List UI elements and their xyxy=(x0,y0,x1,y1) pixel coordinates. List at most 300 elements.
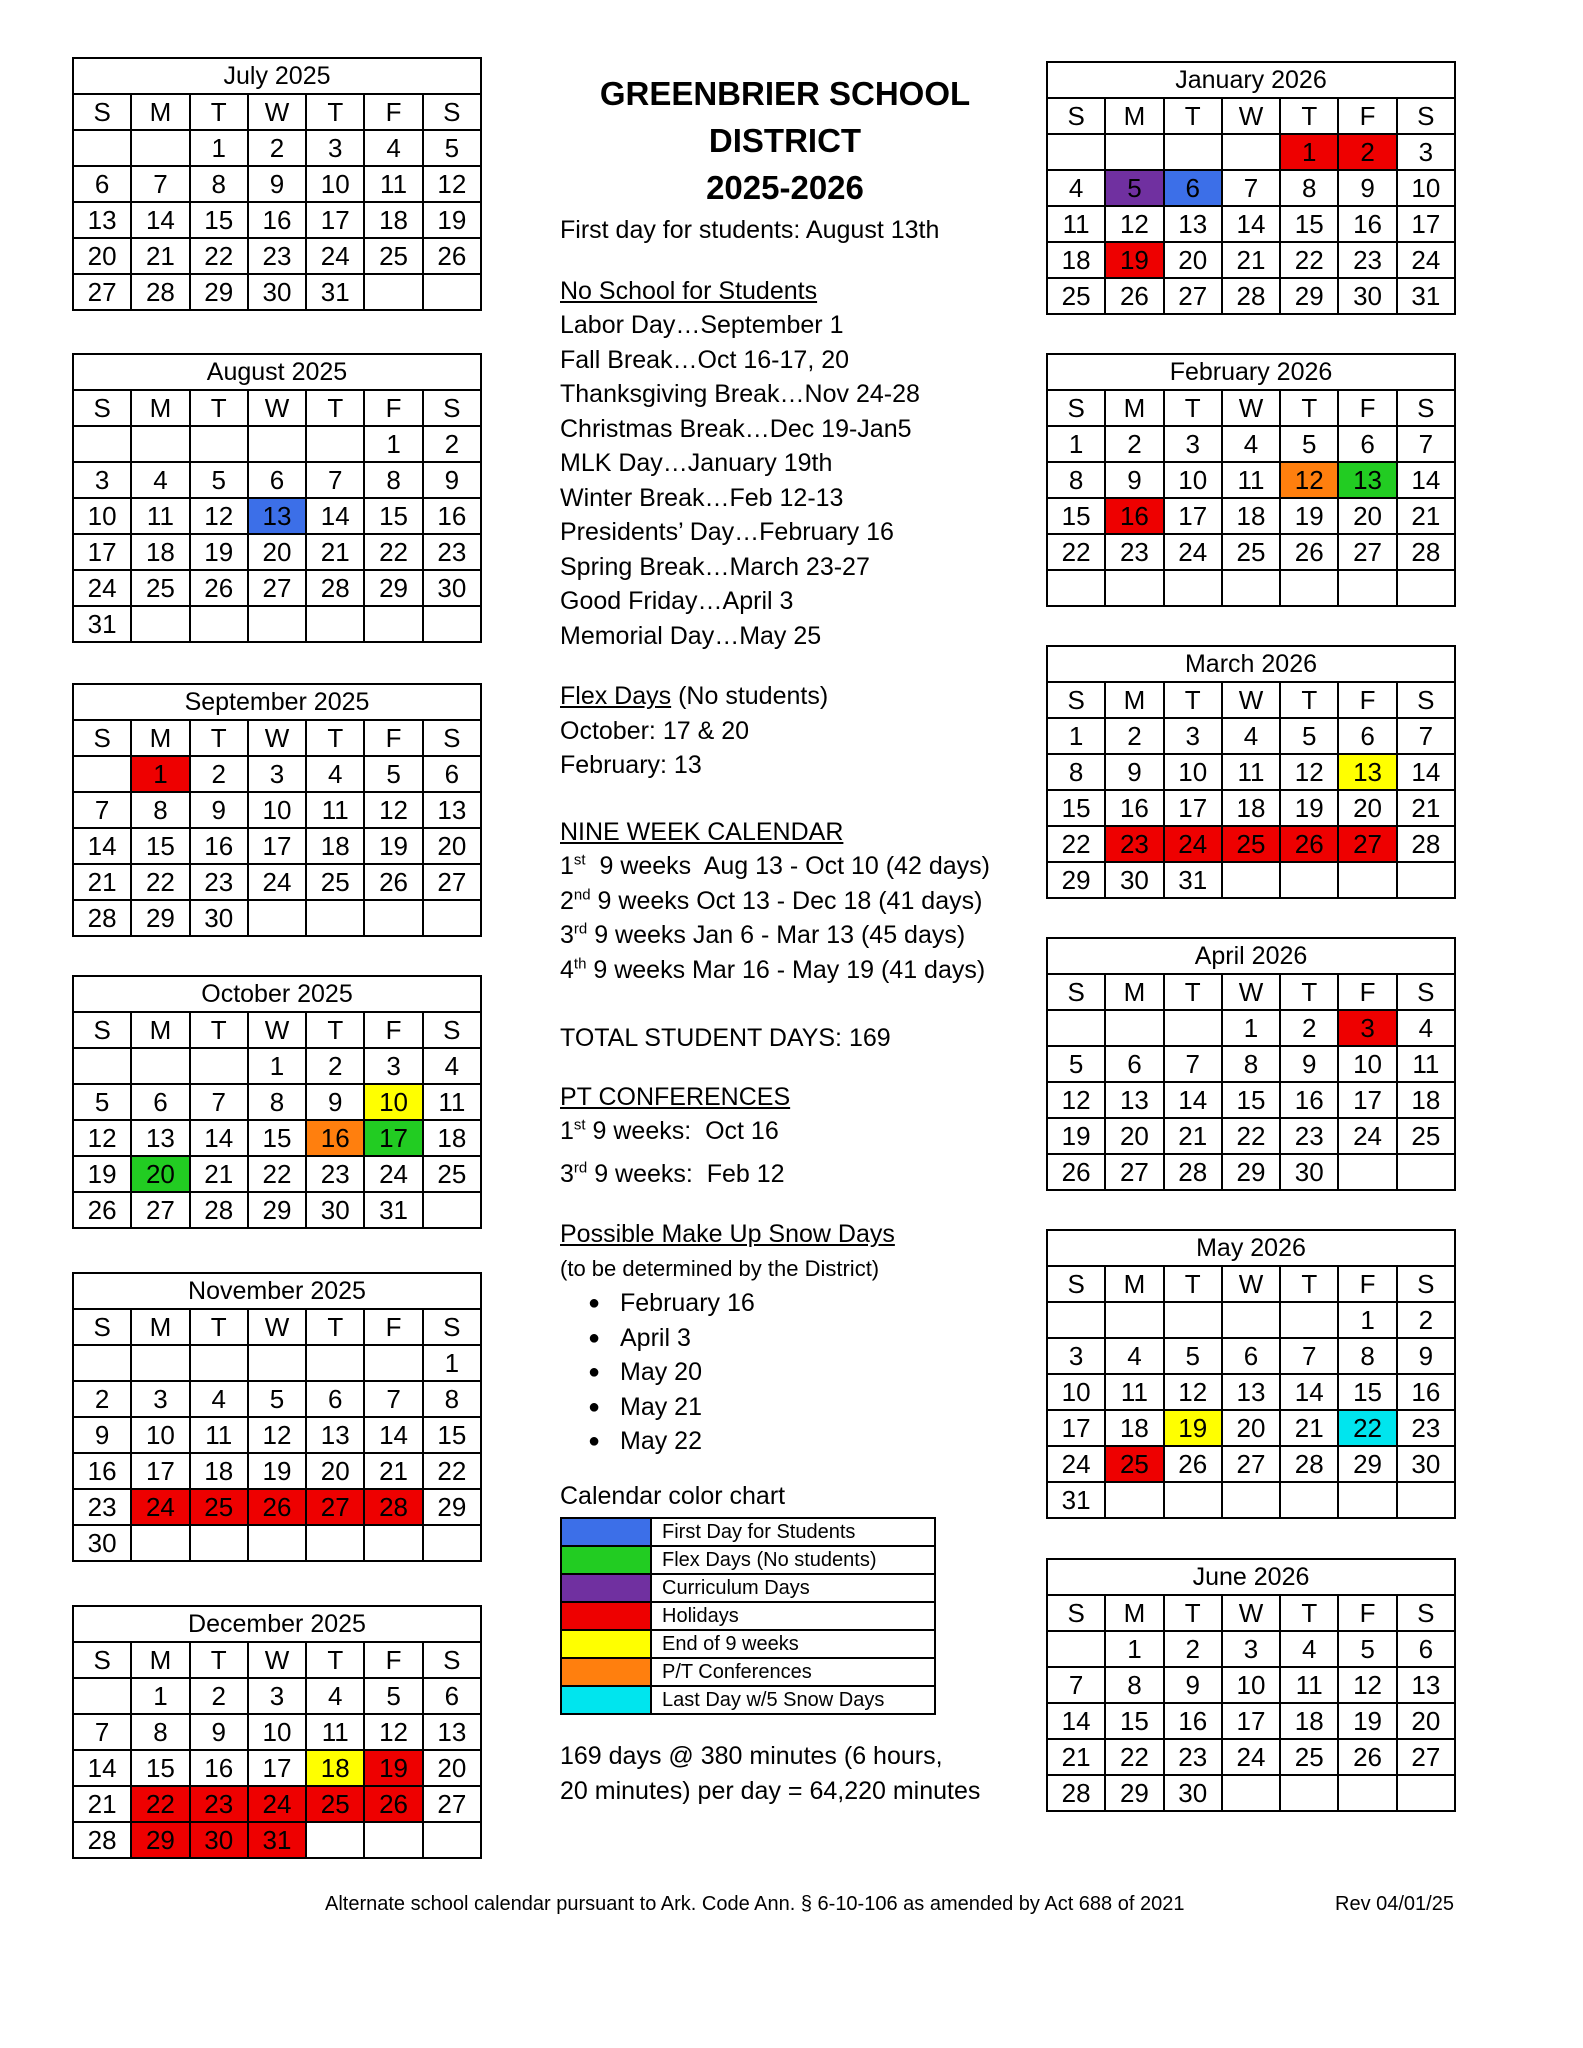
day-cell: 12 xyxy=(1338,1667,1396,1703)
empty-cell xyxy=(1222,862,1280,898)
day-cell: 24 xyxy=(73,570,131,606)
legend-label: First Day for Students xyxy=(651,1518,935,1546)
ordinal-suffix: th xyxy=(573,955,587,973)
empty-cell xyxy=(1222,134,1280,170)
day-cell: 16 xyxy=(1397,1374,1455,1410)
day-cell: 21 xyxy=(1164,1118,1222,1154)
calendar-august-2025 xyxy=(72,353,482,643)
day-cell: 7 xyxy=(364,1381,422,1417)
day-cell: 25 xyxy=(423,1156,481,1192)
day-cell: 30 xyxy=(306,1192,364,1228)
day-cell: 15 xyxy=(131,1750,189,1786)
nine-week-row xyxy=(560,849,1020,884)
day-cell: 24 xyxy=(131,1489,189,1525)
day-cell: 10 xyxy=(364,1084,422,1120)
day-cell: 3 xyxy=(306,130,364,166)
day-cell: 9 xyxy=(1105,462,1163,498)
weekday-header: S xyxy=(1047,1595,1105,1631)
day-cell: 4 xyxy=(306,756,364,792)
day-cell: 18 xyxy=(131,534,189,570)
legend-label: Curriculum Days xyxy=(651,1574,935,1602)
pt-list xyxy=(560,1114,1020,1191)
day-cell: 10 xyxy=(131,1417,189,1453)
day-cell: 5 xyxy=(1164,1338,1222,1374)
day-cell: 27 xyxy=(423,1786,481,1822)
day-cell: 18 xyxy=(190,1453,248,1489)
day-cell: 4 xyxy=(306,1678,364,1714)
day-cell: 13 xyxy=(1105,1082,1163,1118)
snow-day-item: ● May 20 xyxy=(588,1355,1020,1390)
day-cell: 19 xyxy=(1164,1410,1222,1446)
empty-cell xyxy=(306,1525,364,1561)
day-cell: 18 xyxy=(306,1750,364,1786)
empty-cell xyxy=(1105,134,1163,170)
weekday-header: W xyxy=(1222,1595,1280,1631)
month-title: October 2025 xyxy=(73,976,481,1012)
day-cell: 25 xyxy=(1222,534,1280,570)
weekday-header: T xyxy=(306,1642,364,1678)
day-cell: 4 xyxy=(1280,1631,1338,1667)
weekday-header: M xyxy=(131,1642,189,1678)
day-cell: 4 xyxy=(131,462,189,498)
day-cell: 15 xyxy=(364,498,422,534)
day-cell: 29 xyxy=(1222,1154,1280,1190)
calendar-july-2025 xyxy=(72,57,482,311)
day-cell: 2 xyxy=(423,426,481,462)
day-cell: 14 xyxy=(73,828,131,864)
empty-cell xyxy=(1338,862,1396,898)
flex-february: February: 13 xyxy=(560,751,702,779)
weekday-header: W xyxy=(248,1012,306,1048)
flex-heading-note: (No students) xyxy=(671,682,829,710)
snow-days-list xyxy=(560,1286,1020,1459)
day-cell: 11 xyxy=(1047,206,1105,242)
no-school-item: Spring Break…March 23-27 xyxy=(560,552,870,581)
no-school-item: Winter Break…Feb 12-13 xyxy=(560,483,844,512)
day-cell: 14 xyxy=(1047,1703,1105,1739)
weekday-header: T xyxy=(1164,390,1222,426)
no-school-item: MLK Day…January 19th xyxy=(560,449,833,477)
day-cell: 31 xyxy=(1164,862,1222,898)
legend-label: Last Day w/5 Snow Days xyxy=(651,1686,935,1714)
day-cell: 26 xyxy=(1047,1154,1105,1190)
day-cell: 11 xyxy=(1222,462,1280,498)
day-cell: 3 xyxy=(1164,718,1222,754)
calendar-february-2026 xyxy=(1046,353,1456,607)
day-cell: 14 xyxy=(1280,1374,1338,1410)
day-cell: 18 xyxy=(1397,1082,1455,1118)
day-cell: 19 xyxy=(73,1156,131,1192)
legend-swatch xyxy=(561,1658,651,1686)
day-cell: 21 xyxy=(306,534,364,570)
empty-cell xyxy=(306,1822,364,1858)
day-cell: 6 xyxy=(248,462,306,498)
day-cell: 3 xyxy=(248,756,306,792)
day-cell: 5 xyxy=(1338,1631,1396,1667)
pt-heading: PT CONFERENCES xyxy=(560,1082,791,1111)
empty-cell xyxy=(1397,1154,1455,1190)
nine-week-list xyxy=(560,849,1020,987)
day-cell: 20 xyxy=(131,1156,189,1192)
day-cell: 12 xyxy=(190,498,248,534)
weekday-header: T xyxy=(1164,682,1222,718)
day-cell: 21 xyxy=(1397,498,1455,534)
statute-note: Alternate school calendar pursuant to Ark. Code Ann. § 6-10-106 as amended by Act 688 of 2021 xyxy=(325,1893,1185,1915)
day-cell: 24 xyxy=(1047,1446,1105,1482)
day-cell: 28 xyxy=(131,274,189,310)
empty-cell xyxy=(1047,1302,1105,1338)
day-cell: 27 xyxy=(131,1192,189,1228)
ordinal-suffix: rd xyxy=(573,920,588,938)
day-cell: 12 xyxy=(364,1714,422,1750)
day-cell: 14 xyxy=(364,1417,422,1453)
weekday-header: M xyxy=(1105,390,1163,426)
day-cell: 1 xyxy=(131,1678,189,1714)
weekday-header: T xyxy=(1164,98,1222,134)
day-cell: 4 xyxy=(190,1381,248,1417)
day-cell: 30 xyxy=(423,570,481,606)
day-cell: 19 xyxy=(1105,242,1163,278)
weekday-header: S xyxy=(1397,1595,1455,1631)
day-cell: 28 xyxy=(364,1489,422,1525)
empty-cell xyxy=(306,426,364,462)
weekday-header: T xyxy=(1280,1595,1338,1631)
empty-cell xyxy=(1164,1482,1222,1518)
day-cell: 20 xyxy=(423,828,481,864)
day-cell: 9 xyxy=(1280,1046,1338,1082)
day-cell: 25 xyxy=(1222,826,1280,862)
weekday-header: W xyxy=(248,1642,306,1678)
day-cell: 15 xyxy=(1047,790,1105,826)
day-cell: 29 xyxy=(131,900,189,936)
day-cell: 8 xyxy=(131,792,189,828)
day-cell: 18 xyxy=(423,1120,481,1156)
empty-cell xyxy=(73,130,131,166)
empty-cell xyxy=(248,606,306,642)
day-cell: 6 xyxy=(1164,170,1222,206)
flex-heading: Flex Days xyxy=(560,682,672,710)
day-cell: 17 xyxy=(1164,790,1222,826)
day-cell: 27 xyxy=(1105,1154,1163,1190)
row-text: 9 weeks Mar 16 - May 19 (41 days) xyxy=(586,955,986,984)
day-cell: 31 xyxy=(364,1192,422,1228)
day-cell: 23 xyxy=(1338,242,1396,278)
legend-label: Flex Days (No students) xyxy=(651,1546,935,1574)
day-cell: 21 xyxy=(1047,1739,1105,1775)
day-cell: 28 xyxy=(1397,534,1455,570)
weekday-header: S xyxy=(423,720,481,756)
day-cell: 4 xyxy=(1222,426,1280,462)
day-cell: 2 xyxy=(1338,134,1396,170)
empty-cell xyxy=(1222,1775,1280,1811)
day-cell: 13 xyxy=(1222,1374,1280,1410)
day-cell: 10 xyxy=(1222,1667,1280,1703)
day-cell: 6 xyxy=(423,756,481,792)
calendar-june-2026 xyxy=(1046,1558,1456,1812)
empty-cell xyxy=(1397,570,1455,606)
first-day-text: First day for students: August 13th xyxy=(560,216,940,244)
day-cell: 15 xyxy=(190,202,248,238)
day-cell: 30 xyxy=(1164,1775,1222,1811)
day-cell: 17 xyxy=(1397,206,1455,242)
weekday-header: W xyxy=(248,390,306,426)
empty-cell xyxy=(1280,1482,1338,1518)
weekday-header: T xyxy=(1280,682,1338,718)
day-cell: 24 xyxy=(248,1786,306,1822)
weekday-header: T xyxy=(1280,1266,1338,1302)
day-cell: 26 xyxy=(423,238,481,274)
day-cell: 9 xyxy=(1105,754,1163,790)
day-cell: 9 xyxy=(248,166,306,202)
day-cell: 26 xyxy=(1164,1446,1222,1482)
weekday-header: F xyxy=(1338,682,1396,718)
weekday-header: M xyxy=(131,1012,189,1048)
day-cell: 14 xyxy=(131,202,189,238)
day-cell: 29 xyxy=(1280,278,1338,314)
total-student-days: TOTAL STUDENT DAYS: 169 xyxy=(560,1024,891,1052)
day-cell: 4 xyxy=(1397,1010,1455,1046)
day-cell: 23 xyxy=(1164,1739,1222,1775)
day-cell: 3 xyxy=(1222,1631,1280,1667)
day-cell: 22 xyxy=(1222,1118,1280,1154)
empty-cell xyxy=(131,130,189,166)
weekday-header: T xyxy=(1280,390,1338,426)
empty-cell xyxy=(131,1048,189,1084)
empty-cell xyxy=(364,1822,422,1858)
day-cell: 5 xyxy=(248,1381,306,1417)
empty-cell xyxy=(1397,862,1455,898)
empty-cell xyxy=(131,426,189,462)
day-cell: 13 xyxy=(248,498,306,534)
day-cell: 10 xyxy=(1047,1374,1105,1410)
legend-swatch xyxy=(561,1546,651,1574)
flex-october: October: 17 & 20 xyxy=(560,716,750,745)
day-cell: 26 xyxy=(1280,534,1338,570)
day-cell: 11 xyxy=(364,166,422,202)
legend-title: Calendar color chart xyxy=(560,1481,786,1510)
legend-swatch xyxy=(561,1686,651,1714)
snow-heading: Possible Make Up Snow Days xyxy=(560,1220,895,1248)
day-cell: 7 xyxy=(306,462,364,498)
day-cell: 27 xyxy=(1164,278,1222,314)
day-cell: 11 xyxy=(1280,1667,1338,1703)
day-cell: 20 xyxy=(1338,498,1396,534)
month-title: September 2025 xyxy=(73,684,481,720)
weekday-header: F xyxy=(364,1012,422,1048)
day-cell: 2 xyxy=(248,130,306,166)
day-cell: 20 xyxy=(423,1750,481,1786)
day-cell: 23 xyxy=(1105,826,1163,862)
empty-cell xyxy=(1047,134,1105,170)
day-cell: 9 xyxy=(190,1714,248,1750)
empty-cell xyxy=(73,1345,131,1381)
day-cell: 3 xyxy=(1047,1338,1105,1374)
day-cell: 24 xyxy=(1164,534,1222,570)
day-cell: 28 xyxy=(1222,278,1280,314)
day-cell: 19 xyxy=(190,534,248,570)
month-title: July 2025 xyxy=(73,58,481,94)
day-cell: 10 xyxy=(1338,1046,1396,1082)
day-cell: 10 xyxy=(1164,754,1222,790)
day-cell: 18 xyxy=(306,828,364,864)
day-cell: 12 xyxy=(73,1120,131,1156)
empty-cell xyxy=(1105,1482,1163,1518)
no-school-item: Thanksgiving Break…Nov 24-28 xyxy=(560,380,920,408)
empty-cell xyxy=(190,1525,248,1561)
empty-cell xyxy=(364,1345,422,1381)
weekday-header: M xyxy=(1105,1266,1163,1302)
weekday-header: F xyxy=(364,94,422,130)
weekday-header: W xyxy=(248,1309,306,1345)
day-cell: 13 xyxy=(306,1417,364,1453)
day-cell: 19 xyxy=(1280,790,1338,826)
day-cell: 31 xyxy=(1047,1482,1105,1518)
day-cell: 11 xyxy=(190,1417,248,1453)
day-cell: 13 xyxy=(423,792,481,828)
weekday-header: S xyxy=(73,1012,131,1048)
pt-row xyxy=(560,1114,1020,1149)
day-cell: 7 xyxy=(131,166,189,202)
day-cell: 18 xyxy=(1047,242,1105,278)
day-cell: 5 xyxy=(423,130,481,166)
empty-cell xyxy=(1280,1775,1338,1811)
empty-cell xyxy=(1397,1775,1455,1811)
day-cell: 27 xyxy=(1338,534,1396,570)
day-cell: 25 xyxy=(1105,1446,1163,1482)
weekday-header: S xyxy=(73,390,131,426)
row-text: 9 weeks: Feb 12 xyxy=(587,1159,785,1188)
day-cell: 31 xyxy=(248,1822,306,1858)
nine-week-row xyxy=(560,953,1020,988)
snow-note: (to be determined by the District) xyxy=(560,1255,880,1281)
ordinal-number: 1 xyxy=(560,1117,574,1145)
day-cell: 24 xyxy=(364,1156,422,1192)
legend-label: Holidays xyxy=(651,1602,935,1630)
empty-cell xyxy=(190,606,248,642)
weekday-header: T xyxy=(1164,1266,1222,1302)
day-cell: 28 xyxy=(1280,1446,1338,1482)
day-cell: 21 xyxy=(73,1786,131,1822)
calendar-january-2026 xyxy=(1046,61,1456,315)
empty-cell xyxy=(1222,570,1280,606)
day-cell: 29 xyxy=(423,1489,481,1525)
day-cell: 16 xyxy=(190,1750,248,1786)
day-cell: 31 xyxy=(1397,278,1455,314)
weekday-header: W xyxy=(1222,1266,1280,1302)
day-cell: 27 xyxy=(306,1489,364,1525)
day-cell: 30 xyxy=(190,900,248,936)
month-title: January 2026 xyxy=(1047,62,1455,98)
empty-cell xyxy=(73,1678,131,1714)
day-cell: 19 xyxy=(364,828,422,864)
day-cell: 29 xyxy=(1338,1446,1396,1482)
empty-cell xyxy=(423,1822,481,1858)
calendar-september-2025 xyxy=(72,683,482,937)
ordinal-number: 4 xyxy=(560,955,574,984)
weekday-header: S xyxy=(423,1309,481,1345)
month-title: May 2026 xyxy=(1047,1230,1455,1266)
day-cell: 27 xyxy=(1397,1739,1455,1775)
day-cell: 1 xyxy=(190,130,248,166)
weekday-header: T xyxy=(190,720,248,756)
calendar-march-2026 xyxy=(1046,645,1456,899)
day-cell: 20 xyxy=(73,238,131,274)
day-cell: 21 xyxy=(131,238,189,274)
empty-cell xyxy=(190,1345,248,1381)
no-school-item: Good Friday…April 3 xyxy=(560,587,794,615)
day-cell: 7 xyxy=(1397,718,1455,754)
empty-cell xyxy=(1338,1482,1396,1518)
day-cell: 12 xyxy=(1280,462,1338,498)
day-cell: 22 xyxy=(364,534,422,570)
day-cell: 8 xyxy=(364,462,422,498)
day-cell: 12 xyxy=(364,792,422,828)
empty-cell xyxy=(1280,570,1338,606)
empty-cell xyxy=(1338,1154,1396,1190)
weekday-header: S xyxy=(1397,1266,1455,1302)
month-title: March 2026 xyxy=(1047,646,1455,682)
calendar-may-2026 xyxy=(1046,1229,1456,1519)
ordinal-suffix: st xyxy=(573,851,586,869)
day-cell: 16 xyxy=(190,828,248,864)
weekday-header: F xyxy=(364,720,422,756)
day-cell: 19 xyxy=(1338,1703,1396,1739)
day-cell: 23 xyxy=(248,238,306,274)
day-cell: 6 xyxy=(1338,718,1396,754)
day-cell: 27 xyxy=(1222,1446,1280,1482)
day-cell: 18 xyxy=(364,202,422,238)
day-cell: 26 xyxy=(1105,278,1163,314)
day-cell: 24 xyxy=(248,864,306,900)
day-cell: 1 xyxy=(1338,1302,1396,1338)
month-title: November 2025 xyxy=(73,1273,481,1309)
empty-cell xyxy=(1397,1482,1455,1518)
day-cell: 15 xyxy=(1105,1703,1163,1739)
day-cell: 22 xyxy=(1047,534,1105,570)
day-cell: 13 xyxy=(1164,206,1222,242)
day-cell: 24 xyxy=(1338,1118,1396,1154)
ordinal-number: 3 xyxy=(560,921,574,949)
calendar-october-2025 xyxy=(72,975,482,1229)
day-cell: 19 xyxy=(423,202,481,238)
day-cell: 26 xyxy=(364,1786,422,1822)
empty-cell xyxy=(190,1048,248,1084)
day-cell: 13 xyxy=(423,1714,481,1750)
empty-cell xyxy=(423,274,481,310)
weekday-header: T xyxy=(190,1642,248,1678)
month-title: December 2025 xyxy=(73,1606,481,1642)
day-cell: 22 xyxy=(1338,1410,1396,1446)
day-cell: 8 xyxy=(1047,754,1105,790)
weekday-header: M xyxy=(1105,98,1163,134)
day-cell: 15 xyxy=(248,1120,306,1156)
day-cell: 22 xyxy=(190,238,248,274)
day-cell: 28 xyxy=(306,570,364,606)
day-cell: 21 xyxy=(364,1453,422,1489)
day-cell: 25 xyxy=(306,864,364,900)
day-cell: 23 xyxy=(1280,1118,1338,1154)
no-school-item: Labor Day…September 1 xyxy=(560,311,844,339)
weekday-header: T xyxy=(190,1309,248,1345)
day-cell: 14 xyxy=(1397,754,1455,790)
weekday-header: S xyxy=(1397,682,1455,718)
day-cell: 15 xyxy=(1222,1082,1280,1118)
snow-day-item: ● February 16 xyxy=(588,1286,1020,1321)
weekday-header: F xyxy=(364,390,422,426)
weekday-header: W xyxy=(1222,974,1280,1010)
empty-cell xyxy=(131,1525,189,1561)
weekday-header: S xyxy=(1047,390,1105,426)
